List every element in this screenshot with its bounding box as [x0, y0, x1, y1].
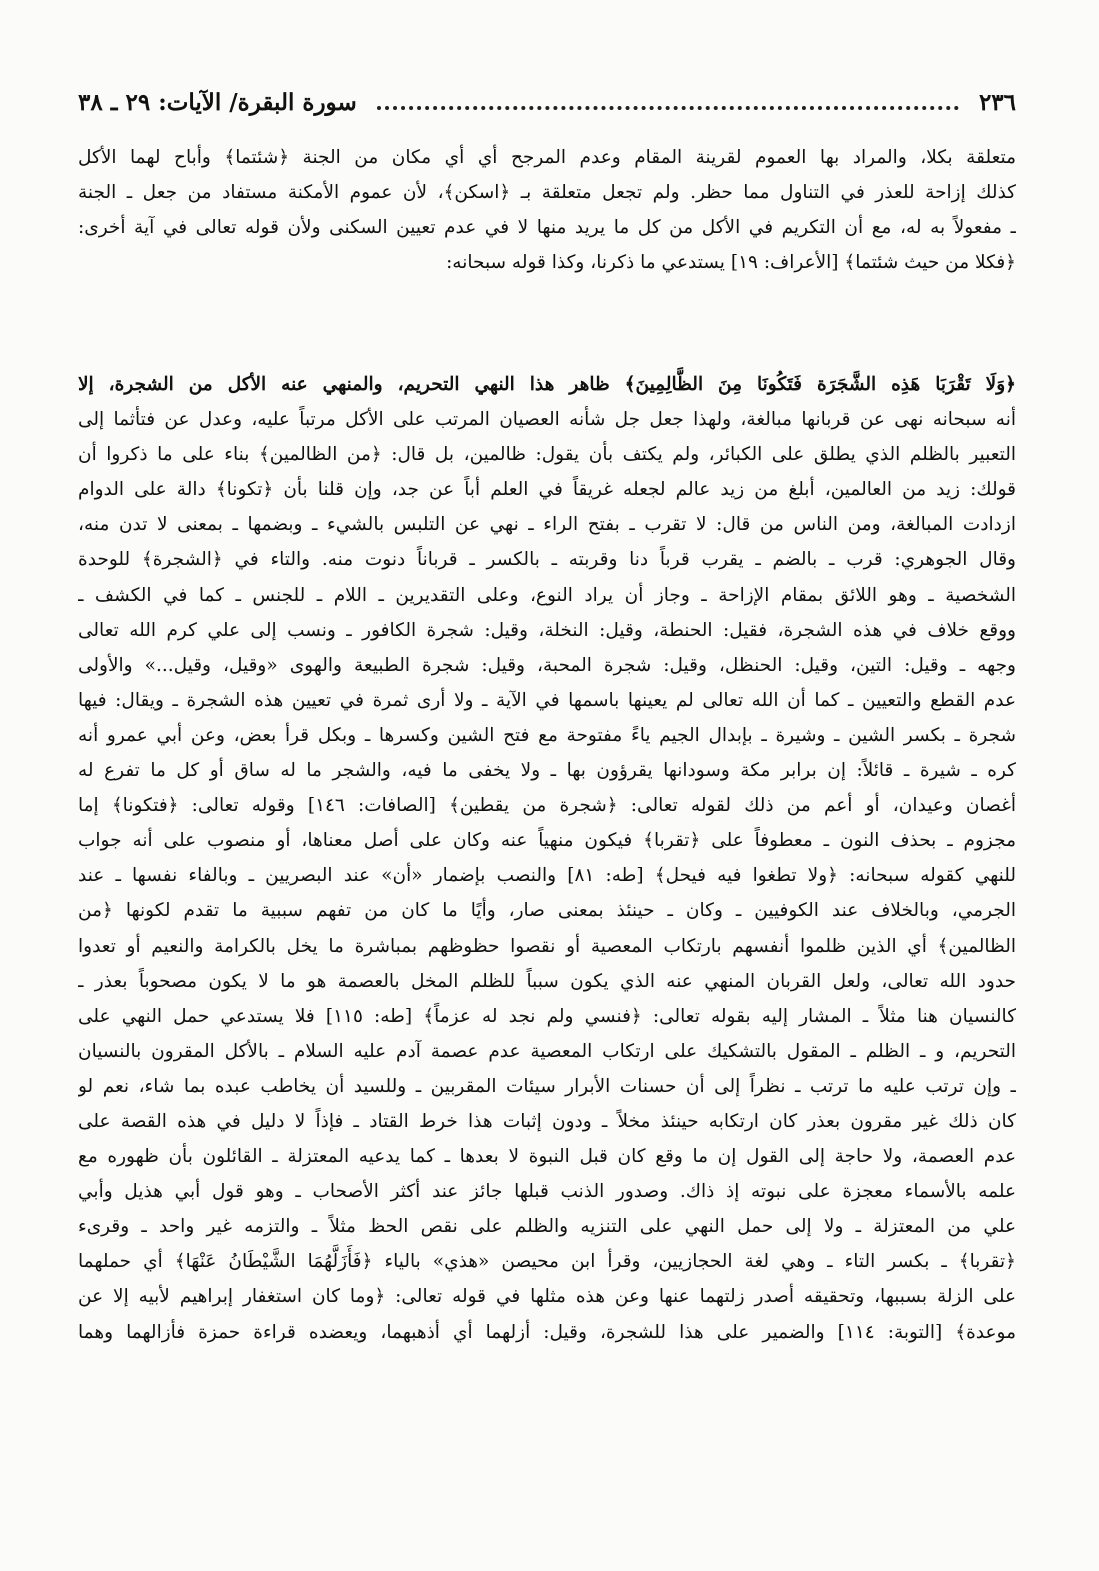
text-line: التعبير بالظلم الذي يطلق على الكبائر، ولم يكتف بأن يقول: ظالمين، بل قال: ﴿من الظالمين﴾ بناء على ما ذكروا أن — [78, 444, 1016, 466]
text-line: متعلقة بكلا، والمراد بها العموم لقرينة المقام وعدم المرجح أي أي مكان من الجنة ﴿شئتما﴾ وأباح لهما الأكل — [78, 147, 1016, 168]
running-title: سورة البقرة/ الآيات: ٢٩ ـ ٣٨ — [78, 88, 357, 116]
text-line: علمه بالأسماء معجزة على نبوته إذ ذاك. وصدور الذنب قبلها جائز عند أكثر الأصحاب ـ وهو قول أبي هذيل وأبي — [78, 1181, 1016, 1203]
text-line: عدم العصمة، ولا حاجة إلى القول إن ما وقع كان قبل النبوة لا بعدها ـ كما يدعيه المعتزلة ـ القائلون بأن ظهوره مع — [78, 1146, 1016, 1168]
paragraph-1 — [78, 140, 1016, 280]
text-line: عدم القطع والتعيين ـ كما أن الله تعالى لم يعينها باسمها في الآية ـ ولا أرى ثمرة في تعيين هذه الشجرة ـ ويقال: فيها — [78, 689, 1016, 711]
text-line: التحريم، و ـ الظلم ـ المقول بالتشكيك على ارتكاب المعصية عدم عصمة آدم عليه السلام ـ بالأكل المقرون بالنسيان — [78, 1040, 1016, 1062]
text-line: مجزوم ـ بحذف النون ـ معطوفاً على ﴿تقربا﴾ فيكون منهياً عنه وكان على أصل معناها، أو منصوب على أنه جواب — [78, 830, 1016, 852]
text-line: علي من المعتزلة ـ ولا إلى حمل النهي على التنزيه والظلم على نقص الحظ مثلاً ـ والتزمه غير واحد ـ وقرىء — [78, 1216, 1016, 1238]
text-line: ﴿فكلا من حيث شئتما﴾ [الأعراف: ١٩] يستدعي ما ذكرنا، وكذا قوله سبحانه: — [446, 252, 1016, 274]
page-header — [78, 84, 1016, 120]
paragraph-2 — [78, 367, 1016, 1350]
text-line: شجرة ـ بكسر الشين ـ وشيرة ـ بإبدال الجيم ياءً مفتوحة مع فتح الشين وكسرها ـ وبكل قرأ بعض، وعن أبي عمرو أنه — [78, 724, 1016, 746]
text-line: ﴿وَلَا تَقْرَبَا هَذِه الشَّجَرَة فَتَكُونَا مِنَ الظَّالِمِينَ﴾ ظاهر هذا النهي التحريم، والمنهي عنه الأكل من الشجرة، إلا — [78, 374, 1016, 395]
header-dotted-leader — [377, 94, 959, 110]
page-number: ٢٣٦ — [978, 88, 1016, 116]
text-line: الشخصية ـ وهو اللائق بمقام الإزاحة ـ وجاز أن يراد النوع، وعلى التقديرين ـ اللام ـ للجنس ـ كما في الكشف ـ — [78, 584, 1016, 606]
text-line: على الزلة بسببها، وتحقيقه أصدر زلتهما عنها وعن هذه مثلها في قوله تعالى: ﴿وما كان استغفار إبراهيم لأبيه إلا عن — [78, 1286, 1016, 1308]
text-line: كالنسيان هنا مثلاً ـ المشار إليه بقوله تعالى: ﴿فنسي ولم نجد له عزماً﴾ [طه: ١١٥] فلا يستدعي حمل النهي على — [78, 1005, 1016, 1027]
text-line: ـ مفعولاً به له، مع أن التكريم في الأكل من كل ما يريد منها لا في عدم تعيين السكنى ولأن قوله تعالى في آية أخرى: — [78, 217, 1016, 239]
text-line: كان ذلك غير مقرون بعذر كان ارتكابه حينئذ مخلاً ـ ودون إثبات هذا خرط القتاد ـ فإذاً لا دليل في هذه القصة على — [78, 1110, 1016, 1132]
text-line: الجرمي، وبالخلاف عند الكوفيين ـ وكان ـ حينئذ بمعنى صار، وأيًا ما كان من تفهم سببية ما تقدم لكونها ﴿من — [78, 900, 1016, 922]
text-line: كذلك إزاحة للعذر في التناول مما حظر. ولم تجعل متعلقة بـ ﴿اسكن﴾، لأن عموم الأمكنة مستفاد من جعل ـ الجنة — [78, 182, 1016, 204]
text-line: ـ وإن ترتب عليه ما ترتب ـ نظراً إلى أن حسنات الأبرار سيئات المقربين ـ وللسيد أن يخاطب عبده بما شاء، نعم لو — [78, 1075, 1016, 1097]
text-line: ووقع خلاف في هذه الشجرة، فقيل: الحنطة، وقيل: النخلة، وقيل: شجرة الكافور ـ ونسب إلى علي كرم الله تعالى — [78, 619, 1016, 641]
text-line: وقال الجوهري: قرب ـ بالضم ـ يقرب قرباً دنا وقربته ـ بالكسر ـ قرباناً دنوت منه. والتاء في ﴿الشجرة﴾ للوحدة — [78, 549, 1016, 571]
text-line: ازدادت المبالغة، ومن الناس من قال: لا تقرب ـ بفتح الراء ـ نهي عن التلبس بالشيء ـ وبضمها ـ بمعنى لا تدن منه، — [78, 514, 1016, 536]
text-line: أغصان وعيدان، أو أعم من ذلك لقوله تعالى: ﴿شجرة من يقطين﴾ [الصافات: ١٤٦] وقوله تعالى: ﴿فتكونا﴾ إما — [78, 795, 1016, 817]
text-line: قولك: زيد من العالمين، أبلغ من زيد عالم لجعله غريقاً في العلم أباً عن جد، وإن قلنا بأن ﴿تكونا﴾ دالة على الدوام — [78, 479, 1016, 501]
text-line: وجهه ـ وقيل: التين، وقيل: الحنظل، وقيل: شجرة المحبة، وقيل: شجرة الطبيعة والهوى «وقيل، وقيل...» والأولى — [78, 654, 1016, 676]
text-line: الظالمين﴾ أي الذين ظلموا أنفسهم بارتكاب المعصية أو نقصوا حظوظهم بمباشرة ما يخل بالكرامة والنعيم أو تعدوا — [78, 935, 1016, 957]
text-line: للنهي كقوله سبحانه: ﴿ولا تطغوا فيه فيحل﴾ [طه: ٨١] والنصب بإضمار «أن» عند البصريين ـ وبالفاء نفسها ـ عند — [78, 865, 1016, 887]
text-line: موعدة﴾ [التوبة: ١١٤] والضمير على هذا للشجرة، وقيل: أزلهما أي أذهبهما، ويعضده قراءة حمزة فأزالهما وهما — [78, 1321, 1016, 1343]
text-line: كره ـ شيرة ـ قائلاً: إن برابر مكة وسودانها يقرؤون بها ـ ولا يخفى ما فيه، والشجر ما له ساق أو كل ما تفرع له — [78, 760, 1016, 782]
text-line: ﴿تقربا﴾ ـ بكسر التاء ـ وهي لغة الحجازيين، وقرأ ابن محيصن «هذي» بالياء ﴿فَأَزَلَّهُمَا الشَّيْطَانُ عَنْهَا﴾ أي حملهما — [78, 1251, 1016, 1273]
text-line: حدود الله تعالى، ولعل القربان المنهي عنه الذي يكون سبباً للظلم المخل بالعصمة هو ما لا يكون مصحوباً بعذر ـ — [78, 970, 1016, 992]
text-line: أنه سبحانه نهى عن قربانها مبالغة، ولهذا جعل جل شأنه العصيان المرتب على الأكل مرتباً عليه، وعدل عن فتأثما إلى — [78, 409, 1016, 431]
